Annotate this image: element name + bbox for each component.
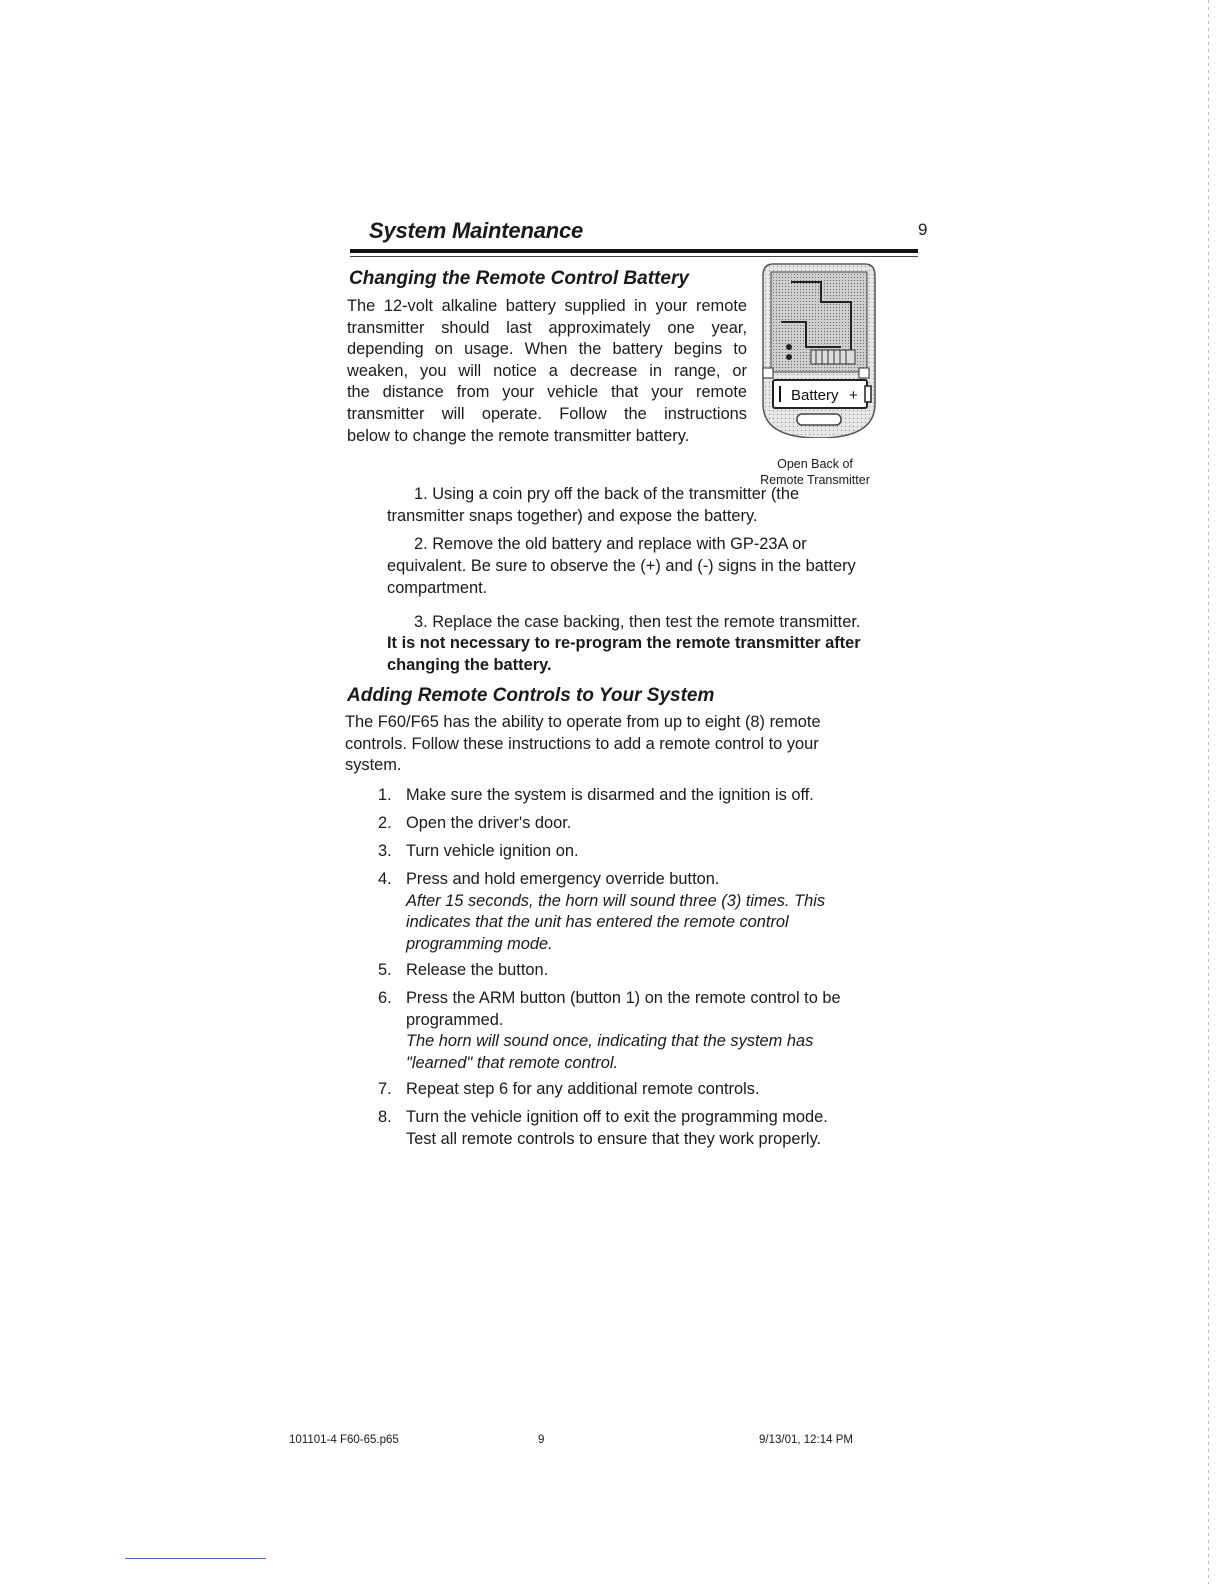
step-note: After 15 seconds, the horn will sound three (3) times. This bbox=[406, 891, 826, 910]
step-note: The horn will sound once, indicating that the system has bbox=[406, 1032, 814, 1051]
step-text: programmed. bbox=[406, 1010, 504, 1029]
step-number: 5. bbox=[378, 961, 392, 979]
battery-step-3: 3. Replace the case backing, then test the remote transmitter. bbox=[414, 613, 861, 631]
intro-line: weaken, you will notice a decrease in range, or bbox=[347, 361, 747, 380]
intro-line: transmitter will operate. Follow the instructions bbox=[347, 404, 747, 423]
header-rule-thin bbox=[350, 256, 918, 257]
section-title: System Maintenance bbox=[369, 218, 584, 243]
intro-line: system. bbox=[345, 756, 402, 775]
adding-heading: Adding Remote Controls to Your System bbox=[347, 685, 715, 706]
step-number: 8. bbox=[378, 1108, 392, 1126]
step-text: Press the ARM button (button 1) on the remote control to be bbox=[406, 989, 841, 1007]
step-number: 2. bbox=[378, 814, 392, 832]
remote-transmitter-icon bbox=[761, 262, 877, 438]
step-text: Turn the vehicle ignition off to exit the programming mode. bbox=[406, 1108, 828, 1126]
intro-line: The 12-volt alkaline battery supplied in your remote bbox=[347, 297, 747, 315]
step-body bbox=[406, 1107, 896, 1150]
step-number: 7. bbox=[378, 1080, 392, 1098]
adding-intro bbox=[345, 712, 821, 777]
step-number: 6. bbox=[378, 989, 392, 1007]
footer-page: 9 bbox=[538, 1434, 545, 1446]
remote-transmitter-figure bbox=[761, 262, 877, 438]
intro-line: The F60/F65 has the ability to operate from up to eight (8) remote bbox=[345, 713, 821, 731]
step-text: Open the driver's door. bbox=[406, 814, 572, 832]
intro-line: below to change the remote transmitter battery. bbox=[347, 426, 690, 445]
page-number: 9 bbox=[918, 220, 928, 239]
no-reprogram-note-2: changing the battery. bbox=[387, 656, 552, 674]
step-note: indicates that the unit has entered the remote control bbox=[406, 913, 789, 932]
battery-intro bbox=[347, 296, 747, 447]
battery-heading: Changing the Remote Control Battery bbox=[349, 268, 689, 289]
step-body bbox=[406, 988, 896, 1074]
step-number: 1. bbox=[378, 786, 392, 804]
battery-step-2-line2: equivalent. Be sure to observe the (+) and (-) signs in the battery bbox=[387, 557, 856, 575]
battery-label: Battery bbox=[791, 387, 839, 404]
step-number: 3. bbox=[378, 842, 392, 860]
step-text: Make sure the system is disarmed and the ignition is off. bbox=[406, 786, 814, 804]
intro-line: the distance from your vehicle that your remote bbox=[347, 383, 747, 402]
battery-step-2-line1: 2. Remove the old battery and replace with GP-23A or bbox=[414, 535, 807, 553]
step-text: Turn vehicle ignition on. bbox=[406, 842, 579, 860]
intro-line: controls. Follow these instructions to add a remote control to your bbox=[345, 734, 819, 753]
step-body bbox=[406, 869, 896, 955]
step-text: Test all remote controls to ensure that they work properly. bbox=[406, 1129, 822, 1148]
step-text: Press and hold emergency override button. bbox=[406, 870, 720, 888]
intro-line: transmitter should last approximately one year, bbox=[347, 318, 747, 337]
battery-plus: + bbox=[849, 387, 858, 404]
footer-timestamp: 9/13/01, 12:14 PM bbox=[759, 1434, 853, 1446]
scan-edge bbox=[1208, 0, 1209, 1584]
footer-filename: 101101-4 F60-65.p65 bbox=[289, 1434, 399, 1446]
battery-step-1-line2: transmitter snaps together) and expose the battery. bbox=[387, 507, 758, 525]
header-rule bbox=[350, 249, 918, 253]
step-text: Repeat step 6 for any additional remote controls. bbox=[406, 1080, 760, 1098]
step-number: 4. bbox=[378, 870, 392, 888]
caption-line: Remote Transmitter bbox=[760, 473, 870, 487]
intro-line: depending on usage. When the battery begins to bbox=[347, 340, 747, 359]
link-underline bbox=[125, 1558, 266, 1559]
battery-step-2-line3: compartment. bbox=[387, 579, 488, 597]
no-reprogram-note: It is not necessary to re-program the remote transmitter after bbox=[387, 634, 861, 652]
step-text: Release the button. bbox=[406, 961, 549, 979]
step-note: "learned" that remote control. bbox=[406, 1053, 619, 1072]
battery-step-1-line1: 1. Using a coin pry off the back of the transmitter (the bbox=[414, 485, 800, 503]
step-note: programming mode. bbox=[406, 934, 553, 953]
caption-line: Open Back of bbox=[777, 457, 853, 471]
